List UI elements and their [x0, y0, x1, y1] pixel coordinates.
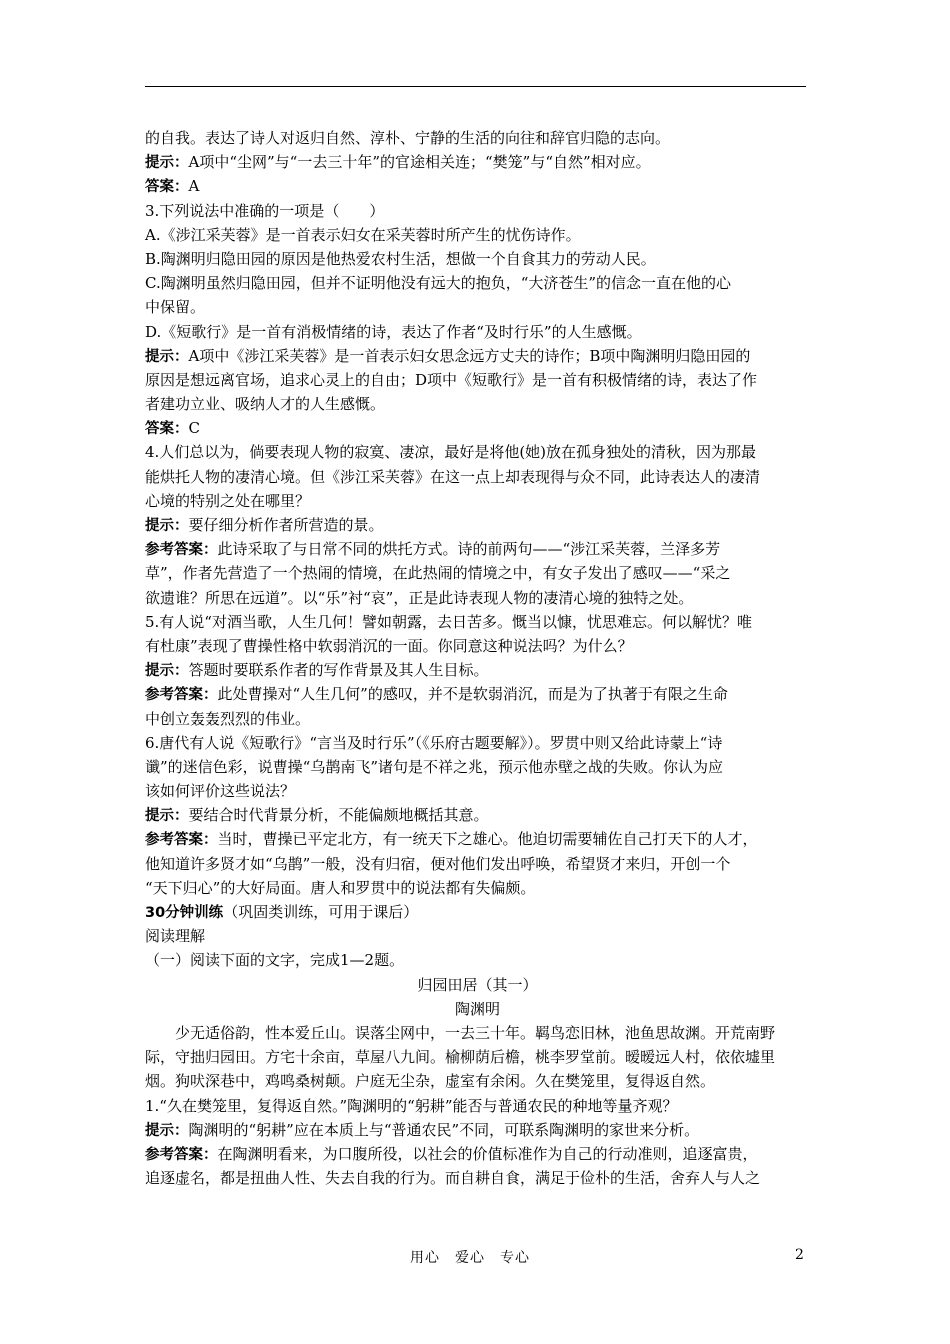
text-line: [145, 610, 810, 634]
text-line: [145, 1166, 810, 1190]
line-text: 际，守拙归园田。方宅十余亩，草屋八九间。榆柳荫后檐，桃李罗堂前。暧暧远人村，依依墟里: [145, 1048, 776, 1067]
text-line: [145, 682, 810, 706]
text-line: [145, 271, 810, 295]
line-text: A项中《涉江采芙蓉》是一首表示妇女思念远方丈夫的诗作；B项中陶渊明归隐田园的: [188, 346, 751, 365]
line-label: 提示：: [145, 518, 189, 534]
line-text: 少无适俗韵，性本爱丘山。误落尘网中，一去三十年。羁鸟恋旧林，池鱼思故渊。开荒南野: [175, 1023, 776, 1042]
text-line: [145, 344, 810, 368]
text-line: [145, 199, 810, 223]
text-line: [145, 731, 810, 755]
line-label: 参考答案：: [145, 687, 218, 704]
line-label: 答案：: [145, 421, 189, 438]
line-text: 中创立轰轰烈烈的伟业。: [145, 709, 311, 728]
line-text: 归园田居（其一）: [417, 975, 538, 994]
line-text: 谶”的迷信色彩，说曹操“乌鹊南飞”诸句是不祥之兆，预示他赤壁之战的失败。你认为应: [145, 757, 724, 776]
text-line: [145, 1021, 810, 1045]
line-text: 原因是想远离官场，追求心灵上的自由；D项中《短歌行》是一首有积极情绪的诗，表达了作: [145, 370, 758, 389]
text-line: [145, 900, 810, 924]
line-text: 6.唐代有人说《短歌行》“言当及时行乐”（《乐府古题要解》）。罗贯中则又给此诗蒙上“诗: [145, 733, 723, 752]
line-text: C: [188, 419, 200, 438]
text-line: [145, 1142, 810, 1166]
text-line: [145, 223, 810, 247]
text-line: [145, 997, 810, 1021]
line-label: 提示：: [145, 155, 189, 172]
line-text: A: [188, 177, 200, 196]
line-text: A项中“尘网”与“一去三十年”的官途相关连；“樊笼”与“自然”相对应。: [188, 153, 651, 172]
line-text: （一）阅读下面的文字，完成1—2题。: [145, 951, 405, 970]
text-line: [145, 973, 810, 997]
line-text: 要结合时代背景分析，不能偏颇地概括其意。: [188, 806, 489, 825]
text-line: [145, 948, 810, 972]
text-line: [145, 634, 810, 658]
line-label: 提示：: [145, 348, 189, 365]
line-text: C.陶渊明虽然归隐田园，但并不证明他没有远大的抱负，“大济苍生”的信念一直在他的心: [145, 274, 732, 293]
text-line: [145, 150, 810, 174]
line-text: 阅读理解: [145, 927, 206, 946]
text-line: [145, 368, 810, 392]
line-text: D.《短歌行》是一首有消极情绪的诗，表达了作者“及时行乐”的人生感慨。: [145, 322, 642, 341]
line-text: 当时，曹操已平定北方，有一统天下之雄心。他迫切需要辅佐自己打天下的人才，: [217, 830, 758, 849]
text-line: [145, 320, 810, 344]
text-line: [145, 513, 810, 537]
line-text: 能烘托人物的凄清心境。但《涉江采芙蓉》在这一点上却表现得与众不同，此诗表达人的凄清: [145, 467, 761, 486]
line-text: 追逐虚名，都是扭曲人性、失去自我的行为。而自耕自食，满足于俭朴的生活，舍弃人与人之: [145, 1169, 761, 1188]
line-text: 1.“久在樊笼里，复得返自然。”陶渊明的“躬耕”能否与普通农民的种地等量齐观？: [145, 1096, 678, 1115]
line-text: 草”，作者先营造了一个热闹的情境，在此热闹的情境之中，有女子发出了感叹——“采之: [145, 564, 731, 583]
line-text: 他知道许多贤才如“乌鹊”一般，没有归宿，便对他们发出呼唤，希望贤才来归，开创一个: [145, 854, 731, 873]
line-text: 此诗采取了与日常不同的烘托方式。诗的前两句——“涉江采芙蓉，兰泽多芳: [217, 540, 721, 559]
text-line: [145, 440, 810, 464]
text-line: [145, 1069, 810, 1093]
line-text: 中保留。: [145, 298, 206, 317]
text-line: [145, 126, 810, 150]
line-label: 参考答案：: [145, 832, 218, 849]
line-text: 要仔细分析作者所营造的景。: [188, 516, 384, 534]
line-text: B.陶渊明归隐田园的原因是他热爱农村生活，想做一个自食其力的劳动人民。: [145, 249, 656, 268]
page-number: 2: [795, 1247, 804, 1263]
line-label: 参考答案：: [145, 542, 218, 559]
line-text: 有杜康”表现了曹操性格中软弱消沉的一面。你同意这种说法吗？为什么？: [145, 636, 633, 655]
line-text: 该如何评价这些说法？: [145, 782, 296, 801]
text-line: [145, 561, 810, 585]
line-text: 的自我。表达了诗人对返归自然、淳朴、宁静的生活的向往和辞官归隐的志向。: [145, 129, 671, 147]
text-line: [145, 392, 810, 416]
text-line: [145, 295, 810, 319]
text-line: [145, 465, 810, 489]
header-rule: [145, 86, 806, 87]
line-text: 在陶渊明看来，为口腹所役，以社会的价值标准作为自己的行动准则，追逐富贵，: [217, 1144, 758, 1163]
text-line: [145, 174, 810, 198]
line-text: A.《涉江采芙蓉》是一首表示妇女在采芙蓉时所产生的忧伤诗作。: [145, 225, 581, 244]
text-line: [145, 924, 810, 948]
line-text: 者建功立业、吸纳人才的人生感慨。: [145, 395, 386, 414]
text-line: [145, 537, 810, 561]
text-line: [145, 755, 810, 779]
line-text: （巩固类训练，可用于课后）: [223, 903, 419, 921]
line-text: 3.下列说法中准确的一项是（ ）: [145, 201, 385, 220]
line-label: 参考答案：: [145, 1146, 218, 1163]
line-text: 5.有人说“对酒当歌，人生几何！譬如朝露，去日苦多。慨当以慷，忧思难忘。何以解忧？唯: [145, 612, 752, 631]
line-text: 欲遗谁？所思在远道”。以“乐”衬“哀”，正是此诗表现人物的凄清心境的独特之处。: [145, 588, 694, 607]
text-line: [145, 1118, 810, 1142]
text-line: [145, 416, 810, 440]
line-label: 提示：: [145, 808, 189, 825]
text-line: [145, 489, 810, 513]
line-text: 陶渊明的“躬耕”应在本质上与“普通农民”不同，可联系陶渊明的家世来分析。: [188, 1120, 700, 1139]
text-line: [145, 852, 810, 876]
text-line: [145, 247, 810, 271]
line-label: 30分钟训练: [145, 905, 224, 921]
line-text: 答题时要联系作者的写作背景及其人生目标。: [188, 661, 489, 680]
text-line: [145, 707, 810, 731]
text-line: [145, 779, 810, 803]
line-text: “天下归心”的大好局面。唐人和罗贯中的说法都有失偏颇。: [145, 878, 536, 897]
line-text: 此处曹操对“人生几何”的感叹，并不是软弱消沉，而是为了执著于有限之生命: [217, 685, 728, 704]
line-text: 陶渊明: [454, 999, 500, 1018]
line-label: 提示：: [145, 1122, 189, 1139]
footer-slogan: 用心 爱心 专心: [410, 1250, 530, 1266]
text-line: [145, 827, 810, 851]
text-line: [145, 876, 810, 900]
text-line: [145, 658, 810, 682]
page-body: [145, 126, 810, 1190]
line-text: 心境的特别之处在哪里？: [145, 491, 311, 510]
line-text: 4.人们总以为，倘要表现人物的寂寞、凄凉，最好是将他(她)放在孤身独处的清秋，因为那最: [145, 443, 757, 462]
line-label: 提示：: [145, 663, 189, 680]
line-text: 烟。狗吠深巷中，鸡鸣桑树颠。户庭无尘杂，虚室有余闲。久在樊笼里，复得返自然。: [145, 1072, 716, 1091]
text-line: [145, 586, 810, 610]
text-line: [145, 1045, 810, 1069]
line-label: 答案：: [145, 179, 189, 196]
text-line: [145, 1094, 810, 1118]
text-line: [145, 803, 810, 827]
